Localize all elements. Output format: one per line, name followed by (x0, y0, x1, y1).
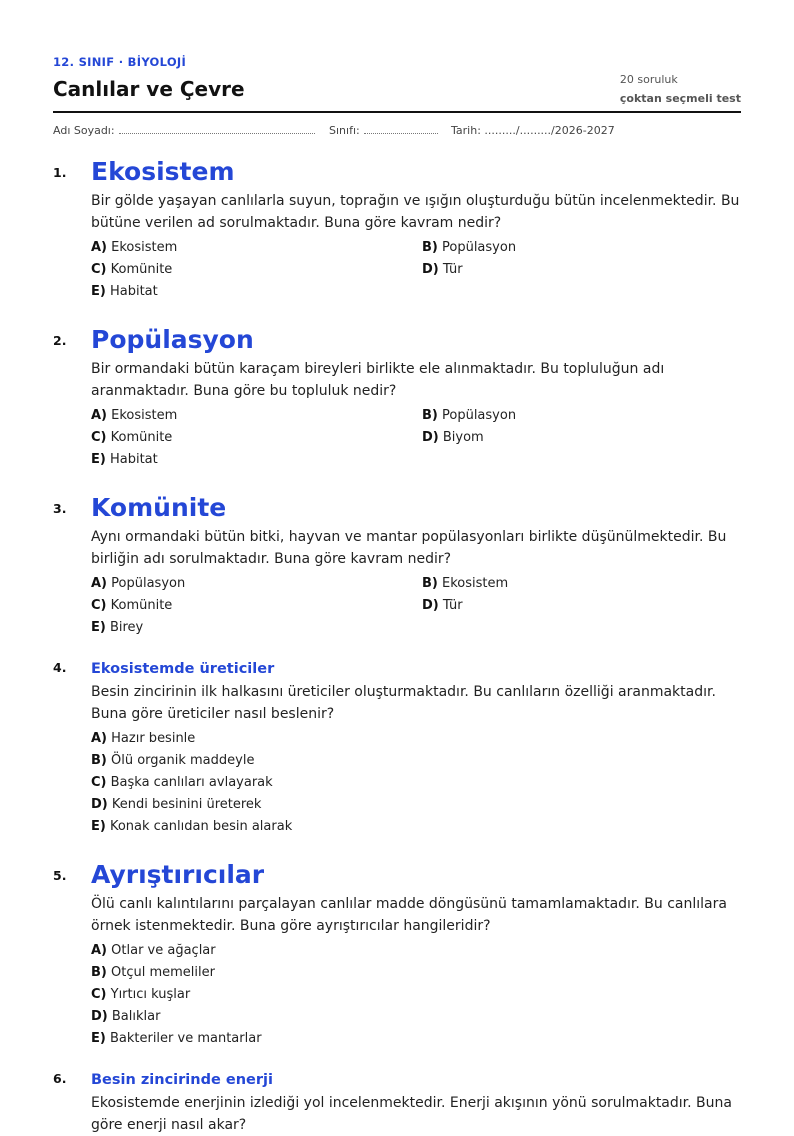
option-b[interactable]: B) Ekosistem (422, 576, 509, 591)
option-d[interactable]: D) Balıklar (91, 1009, 161, 1024)
date-label: Tarih: (451, 124, 481, 137)
question (53, 859, 741, 1050)
question (53, 1070, 741, 1136)
date-field[interactable] (451, 124, 615, 137)
question-text: Bir ormandaki bütün karaçam bireyleri birlikte ele alınmaktadır. Bu topluluğun adı aranmaktadır. Buna göre bu topluluk nedir? (91, 361, 665, 399)
options (91, 728, 741, 838)
option-d[interactable]: D) Tür (422, 262, 463, 277)
question-title: Ayrıştırıcılar (91, 860, 265, 889)
question-number: 4. (53, 660, 67, 675)
question-number: 3. (53, 501, 67, 516)
option-d[interactable]: D) Kendi besinini üreterek (91, 797, 262, 812)
test-type: çoktan seçmeli test (619, 92, 741, 105)
option-c[interactable]: C) Komünite (91, 598, 173, 613)
option-a[interactable]: A) Hazır besinle (91, 731, 196, 746)
name-label: Adı Soyadı: (53, 124, 115, 137)
option-b[interactable]: B) Ölü organik maddeyle (91, 753, 255, 768)
question-text: Besin zincirinin ilk halkasını üreticiler oluşturmaktadır. Bu canlıların özelliği aranmaktadır. Buna göre üreticiler nasıl beslenir? (91, 684, 716, 722)
grade-subject-label: 12. SINIF · BİYOLOJİ (53, 55, 187, 69)
options (91, 573, 741, 639)
question-text: Ekosistemde enerjinin izlediği yol incelenmektedir. Enerji akışının yönü sorulmaktadır. Buna göre enerji nasıl akar? (91, 1095, 732, 1133)
option-c[interactable]: C) Komünite (91, 262, 173, 277)
option-b[interactable]: B) Popülasyon (422, 240, 517, 255)
option-e[interactable]: E) Birey (91, 620, 144, 635)
option-a[interactable]: A) Ekosistem (91, 240, 178, 255)
question-text: Aynı ormandaki bütün bitki, hayvan ve mantar popülasyonları birlikte düşünülmektedir. Bu birliğin adı sorulmaktadır. Buna göre kavram nedir? (91, 529, 727, 567)
option-c[interactable]: C) Yırtıcı kuşlar (91, 987, 191, 1002)
option-c[interactable]: C) Komünite (91, 430, 173, 445)
question-text: Bir gölde yaşayan canlılarla suyun, toprağın ve ışığın oluşturduğu bütün incelenmektedir. Bu bütüne verilen ad sorulmaktadır. Buna göre kavram nedir? (91, 193, 740, 231)
option-e[interactable]: E) Konak canlıdan besin alarak (91, 819, 293, 834)
question-title: Ekosistemde üreticiler (91, 661, 275, 677)
question (53, 324, 741, 471)
option-b[interactable]: B) Otçul memeliler (91, 965, 215, 980)
question-count: 20 soruluk (619, 73, 678, 86)
question-number: 2. (53, 333, 67, 348)
page-title: Canlılar ve Çevre (53, 77, 245, 101)
options (91, 237, 741, 303)
option-d[interactable]: D) Biyom (422, 430, 484, 445)
test-meta (620, 70, 741, 108)
question-title: Ekosistem (91, 157, 235, 186)
question-number: 6. (53, 1071, 67, 1086)
option-b[interactable]: B) Popülasyon (422, 408, 517, 423)
worksheet-page (53, 0, 741, 1136)
name-blank[interactable] (119, 124, 315, 134)
option-a[interactable]: A) Popülasyon (91, 576, 186, 591)
question-number: 5. (53, 868, 67, 883)
option-e[interactable]: E) Bakteriler ve mantarlar (91, 1031, 262, 1046)
options (91, 405, 741, 471)
question (53, 659, 741, 838)
question-title: Komünite (91, 493, 227, 522)
options (91, 940, 741, 1050)
question (53, 492, 741, 639)
option-e[interactable]: E) Habitat (91, 284, 158, 299)
option-d[interactable]: D) Tür (422, 598, 463, 613)
question-text: Ölü canlı kalıntılarını parçalayan canlılar madde döngüsünü tamamlamaktadır. Bu canlılara örnek istenmektedir. Buna göre ayrıştırıcılar hangileridir? (91, 896, 727, 934)
option-e[interactable]: E) Habitat (91, 452, 158, 467)
option-c[interactable]: C) Başka canlıları avlayarak (91, 775, 273, 790)
date-value[interactable]: ........./........./2026-2027 (484, 124, 615, 137)
question-title: Besin zincirinde enerji (91, 1072, 273, 1088)
option-a[interactable]: A) Ekosistem (91, 408, 178, 423)
question-title: Popülasyon (91, 325, 254, 354)
worksheet-header (53, 0, 741, 113)
name-field[interactable] (53, 124, 315, 137)
question (53, 156, 741, 303)
student-info-fields (53, 113, 741, 151)
class-blank[interactable] (364, 124, 438, 134)
class-field[interactable] (329, 124, 438, 137)
option-a[interactable]: A) Otlar ve ağaçlar (91, 943, 216, 958)
question-number: 1. (53, 165, 67, 180)
class-label: Sınıfı: (329, 124, 360, 137)
